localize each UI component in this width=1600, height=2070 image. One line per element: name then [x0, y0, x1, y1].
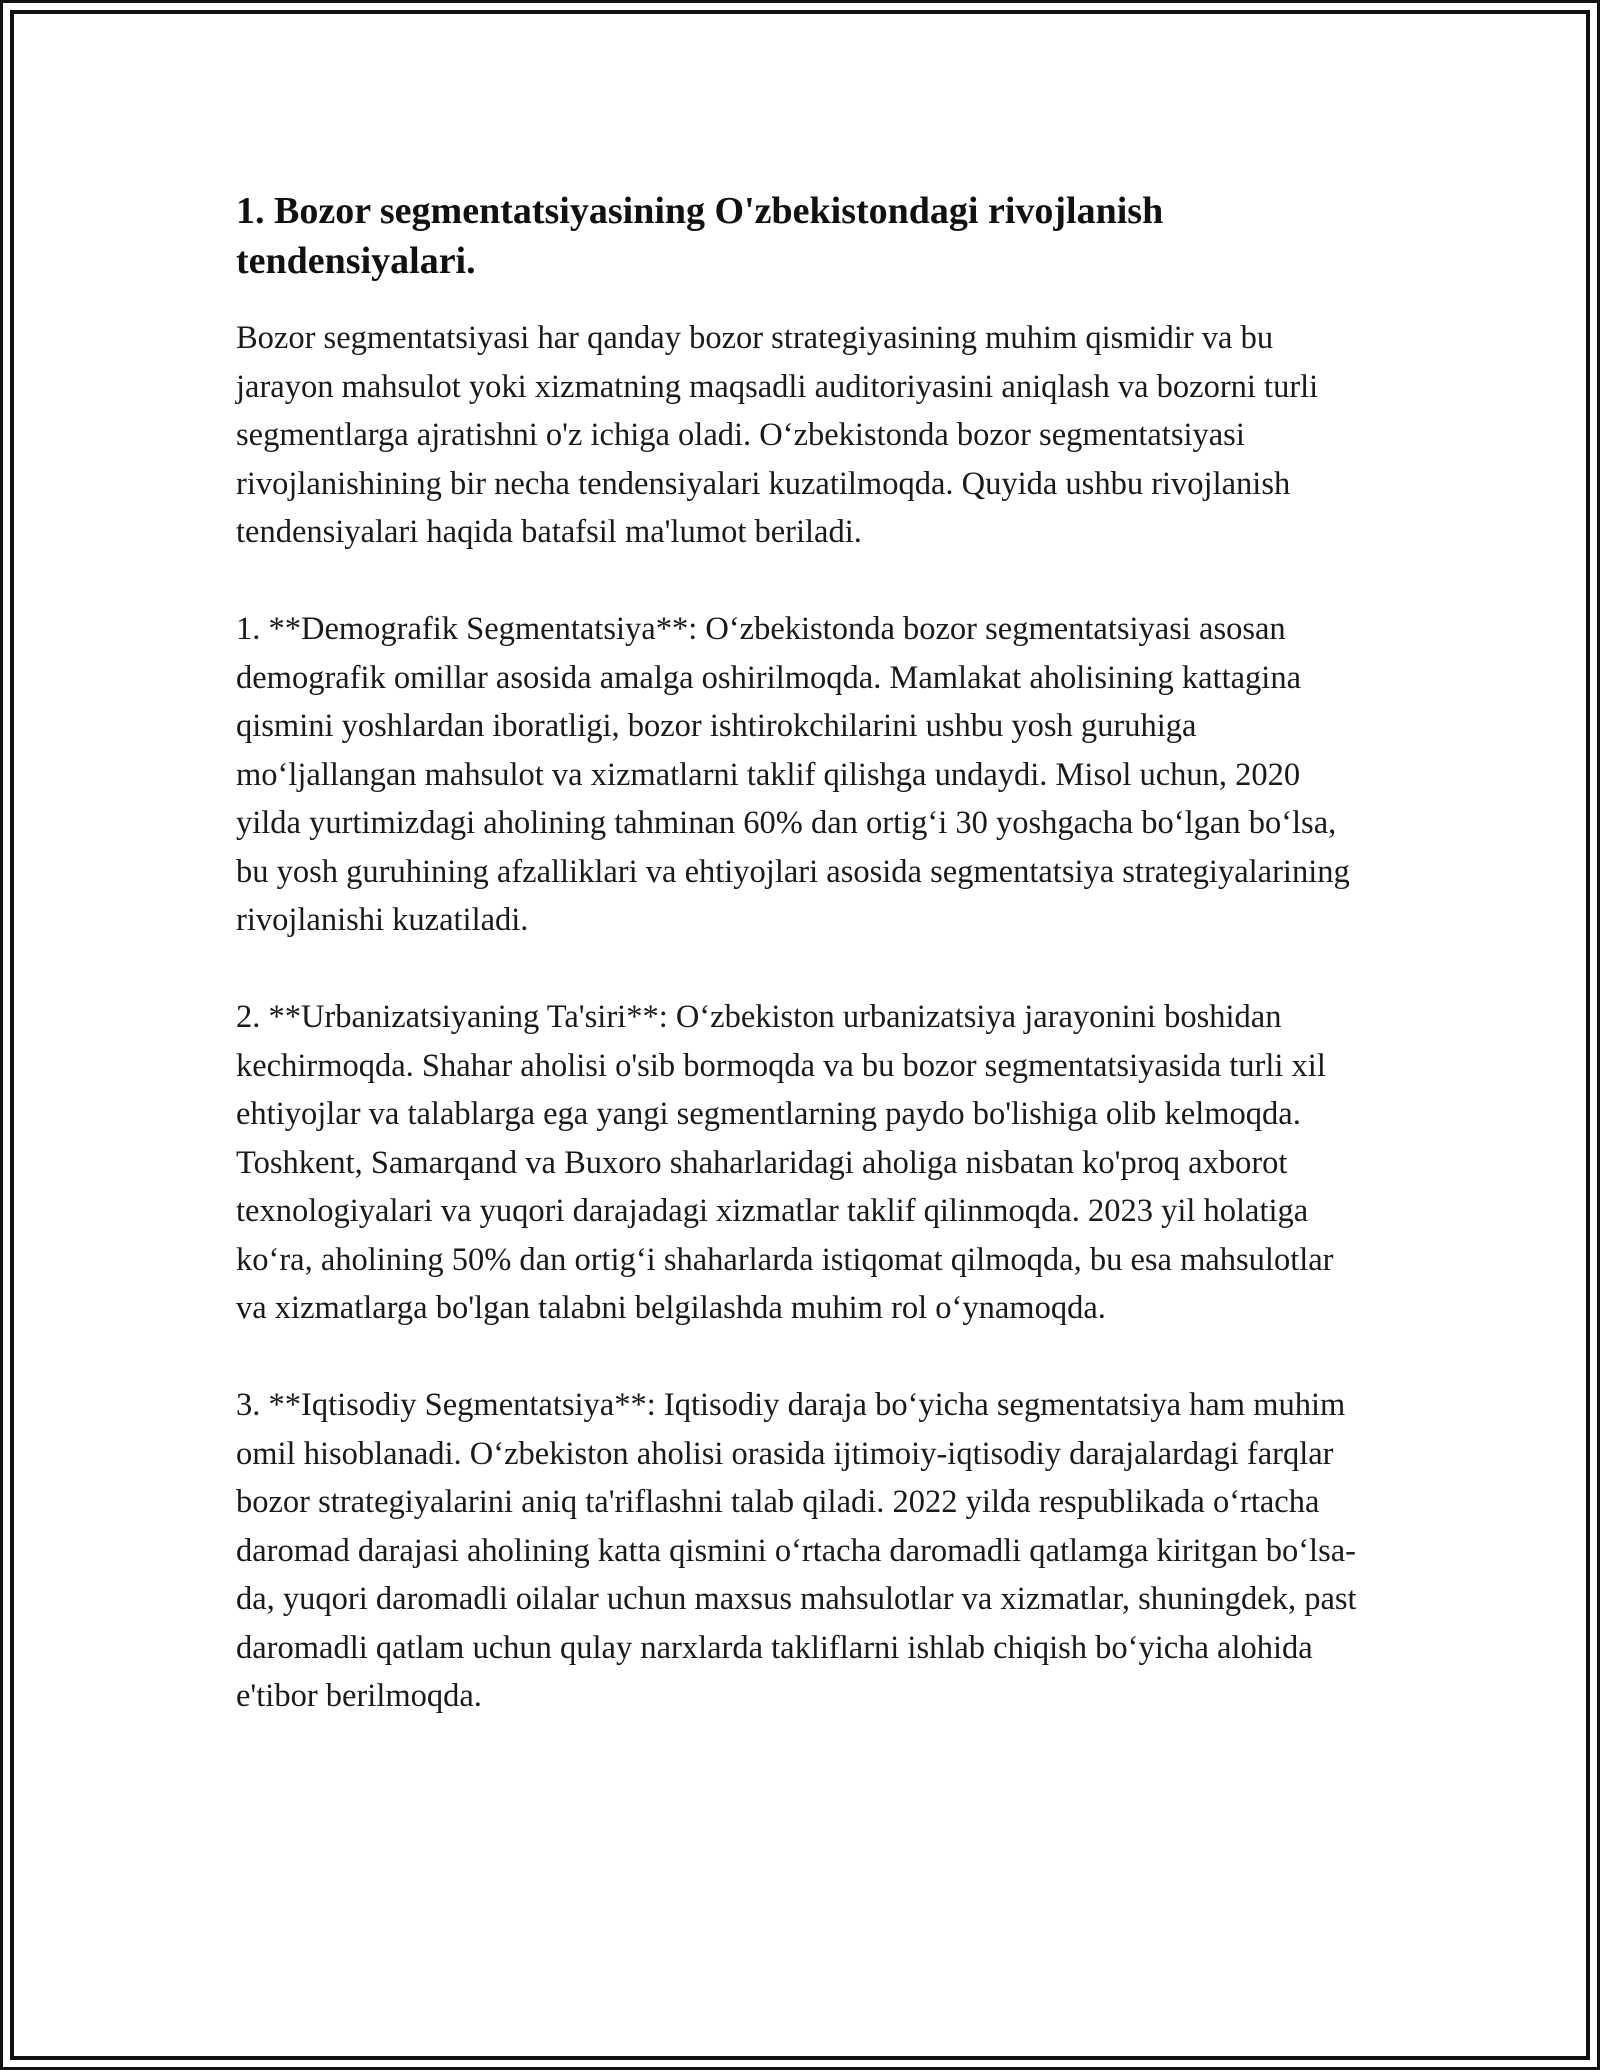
- demographic-paragraph: 1. **Demografik Segmentatsiya**: O‘zbekistonda bozor segmentatsiyasi asosan demografik omillar asosida amalga oshirilmoqda. Mamlakat aholisining kattagina qismini yoshlardan iboratligi, bozor ishtirokchilarini ushbu yosh guruhiga mo‘ljallangan mahsulot va xizmatlarni taklif qilishga undaydi. Misol uchun, 2020 yilda yurtimizdagi aholining tahminan 60% dan ortig‘i 30 yoshgacha bo‘lgan bo‘lsa, bu yosh guruhining afzalliklari va ehtiyojlari asosida segmentatsiya strategiyalarining rivojlanishi kuzatiladi.: [236, 611, 1350, 938]
- urbanization-paragraph: 2. **Urbanizatsiyaning Ta'siri**: O‘zbekiston urbanizatsiya jarayonini boshidan kechirmoqda. Shahar aholisi o'sib bormoqda va bu bozor segmentatsiyasida turli xil ehtiyojlar va talablarga ega yangi segmentlarning paydo bo'lishiga olib kelmoqda. Toshkent, Samarqand va Buxoro shaharlaridagi aholiga nisbatan ko'proq axborot texnologiyalari va yuqori darajadagi xizmatlar taklif qilinmoqda. 2023 yil holatiga ko‘ra, aholining 50% dan ortig‘i shaharlarda istiqomat qilmoqda, bu esa mahsulotlar va xizmatlarga bo'lgan talabni belgilashda muhim rol o‘ynamoqda.: [236, 999, 1334, 1326]
- economic-paragraph: 3. **Iqtisodiy Segmentatsiya**: Iqtisodiy daraja bo‘yicha segmentatsiya ham muhim omil hisoblanadi. O‘zbekiston aholisi orasida ijtimoiy-iqtisodiy darajalardagi farqlar bozor strategiyalarini aniq ta'riflashni talab qiladi. 2022 yilda respublikada o‘rtacha daromad darajasi aholining katta qismini o‘rtacha daromadli qatlamga kiritgan bo‘lsa-da, yuqori daromadli oilalar uchun maxsus mahsulotlar va xizmatlar, shuningdek, past daromadli qatlam uchun qulay narxlarda takliflarni ishlab chiqish bo‘yicha alohida e'tibor berilmoqda.: [236, 1387, 1357, 1714]
- intro-paragraph: Bozor segmentatsiyasi har qanday bozor strategiyasining muhim qismidir va bu jarayon mahsulot yoki xizmatning maqsadli auditoriyasini aniqlash va bozorni turli segmentlarga ajratishni o'z ichiga oladi. O‘zbekistonda bozor segmentatsiyasi rivojlanishining bir necha tendensiyalari kuzatilmoqda. Quyida ushbu rivojlanish tendensiyalari haqida batafsil ma'lumot beriladi.: [236, 320, 1319, 550]
- section-heading: 1. Bozor segmentatsiyasining O'zbekistondagi rivojlanish tendensiyalari.: [236, 190, 1164, 282]
- document-body: [236, 186, 1372, 1769]
